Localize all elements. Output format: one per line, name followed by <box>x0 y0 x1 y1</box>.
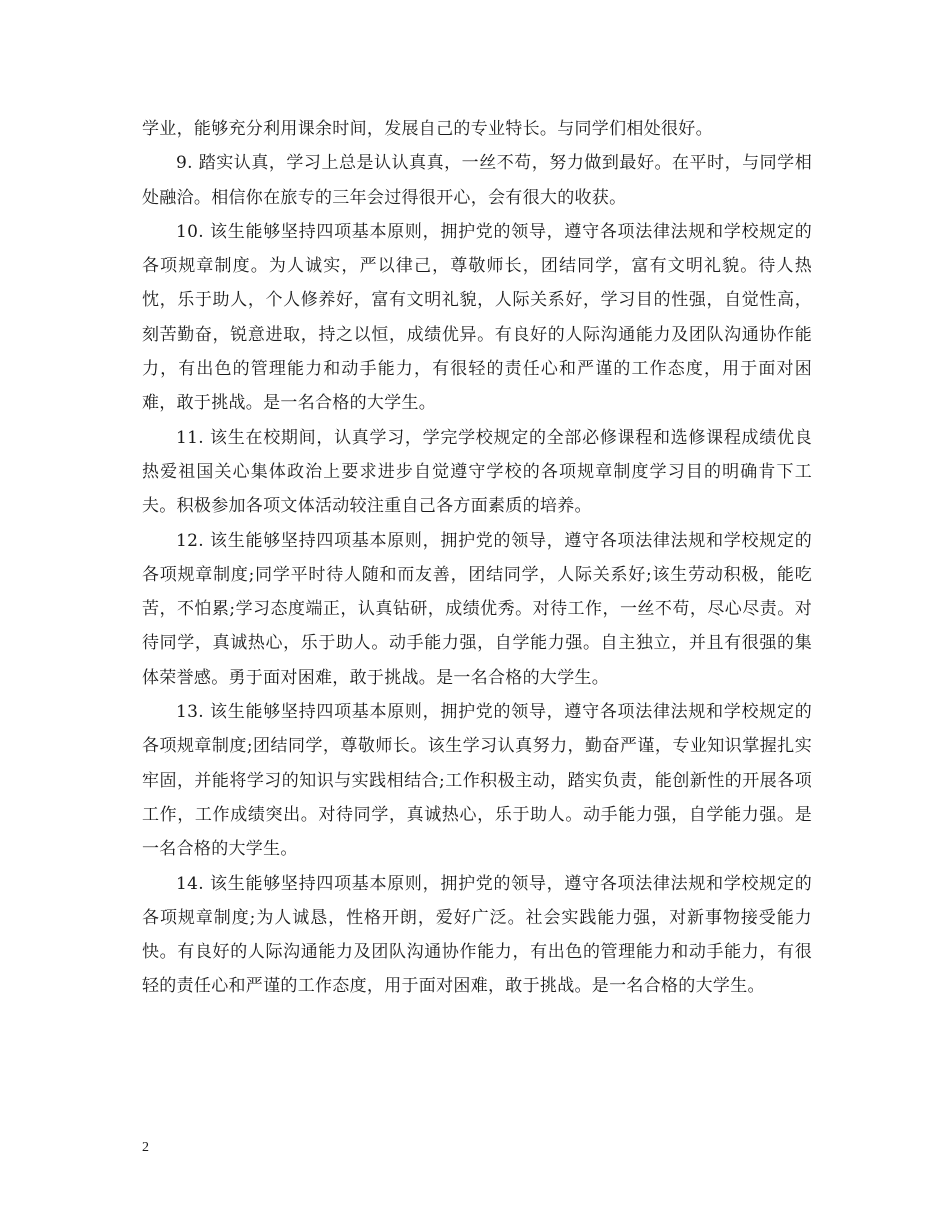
paragraph-item-10: 10. 该生能够坚持四项基本原则，拥护党的领导，遵守各项法律法规和学校规定的各项规章制度。为人诚实，严以律己，尊敬师长，团结同学，富有文明礼貌。待人热忱，乐于助人，个人修养好，富有文明礼貌，人际关系好，学习目的性强，自觉性高，刻苦勤奋，锐意进取，持之以恒，成绩优异。有良好的人际沟通能力及团队沟通协作能力，有出色的管理能力和动手能力，有很轻的责任心和严谨的工作态度，用于面对困难，敢于挑战。是一名合格的大学生。 <box>142 221 812 414</box>
paragraph-item-13: 13. 该生能够坚持四项基本原则，拥护党的领导，遵守各项法律法规和学校规定的各项规章制度;团结同学，尊敬师长。该生学习认真努力，勤奋严谨，专业知识掌握扎实牢固，并能将学习的知识与实践相结合;工作积极主动，踏实负责，能创新性的开展各项工作，工作成绩突出。对待同学，真诚热心，乐于助人。动手能力强，自学能力强。是一名合格的大学生。 <box>142 702 812 860</box>
paragraph-continuation: 学业，能够充分利用课余时间，发展自己的专业特长。与同学们相处很好。 <box>142 119 713 139</box>
paragraph-item-9: 9. 踏实认真，学习上总是认认真真，一丝不苟，努力做到最好。在平时，与同学相处融洽。相信你在旅专的三年会过得很开心，会有很大的收获。 <box>142 153 812 208</box>
paragraph-item-12: 12. 该生能够坚持四项基本原则，拥护党的领导，遵守各项法律法规和学校规定的各项规章制度;同学平时待人随和而友善，团结同学，人际关系好;该生劳动积极，能吃苦，不怕累;学习态度端正，认真钻研，成绩优秀。对待工作，一丝不苟，尽心尽责。对待同学，真诚热心，乐于助人。动手能力强，自学能力强。自主独立，并且有很强的集体荣誉感。勇于面对困难，敢于挑战。是一名合格的大学生。 <box>142 530 812 688</box>
document-body <box>142 112 812 1004</box>
page-number: 2 <box>142 1140 149 1155</box>
paragraph-item-14: 14. 该生能够坚持四项基本原则，拥护党的领导，遵守各项法律法规和学校规定的各项规章制度;为人诚恳，性格开朗，爱好广泛。社会实践能力强，对新事物接受能力快。有良好的人际沟通能力及团队沟通协作能力，有出色的管理能力和动手能力，有很轻的责任心和严谨的工作态度，用于面对困难，敢于挑战。是一名合格的大学生。 <box>142 873 812 997</box>
paragraph-item-11: 11. 该生在校期间，认真学习，学完学校规定的全部必修课程和选修课程成绩优良热爱祖国关心集体政治上要求进步自觉遵守学校的各项规章制度学习目的明确肯下工夫。积极参加各项文体活动较注重自己各方面素质的培养。 <box>142 427 812 517</box>
